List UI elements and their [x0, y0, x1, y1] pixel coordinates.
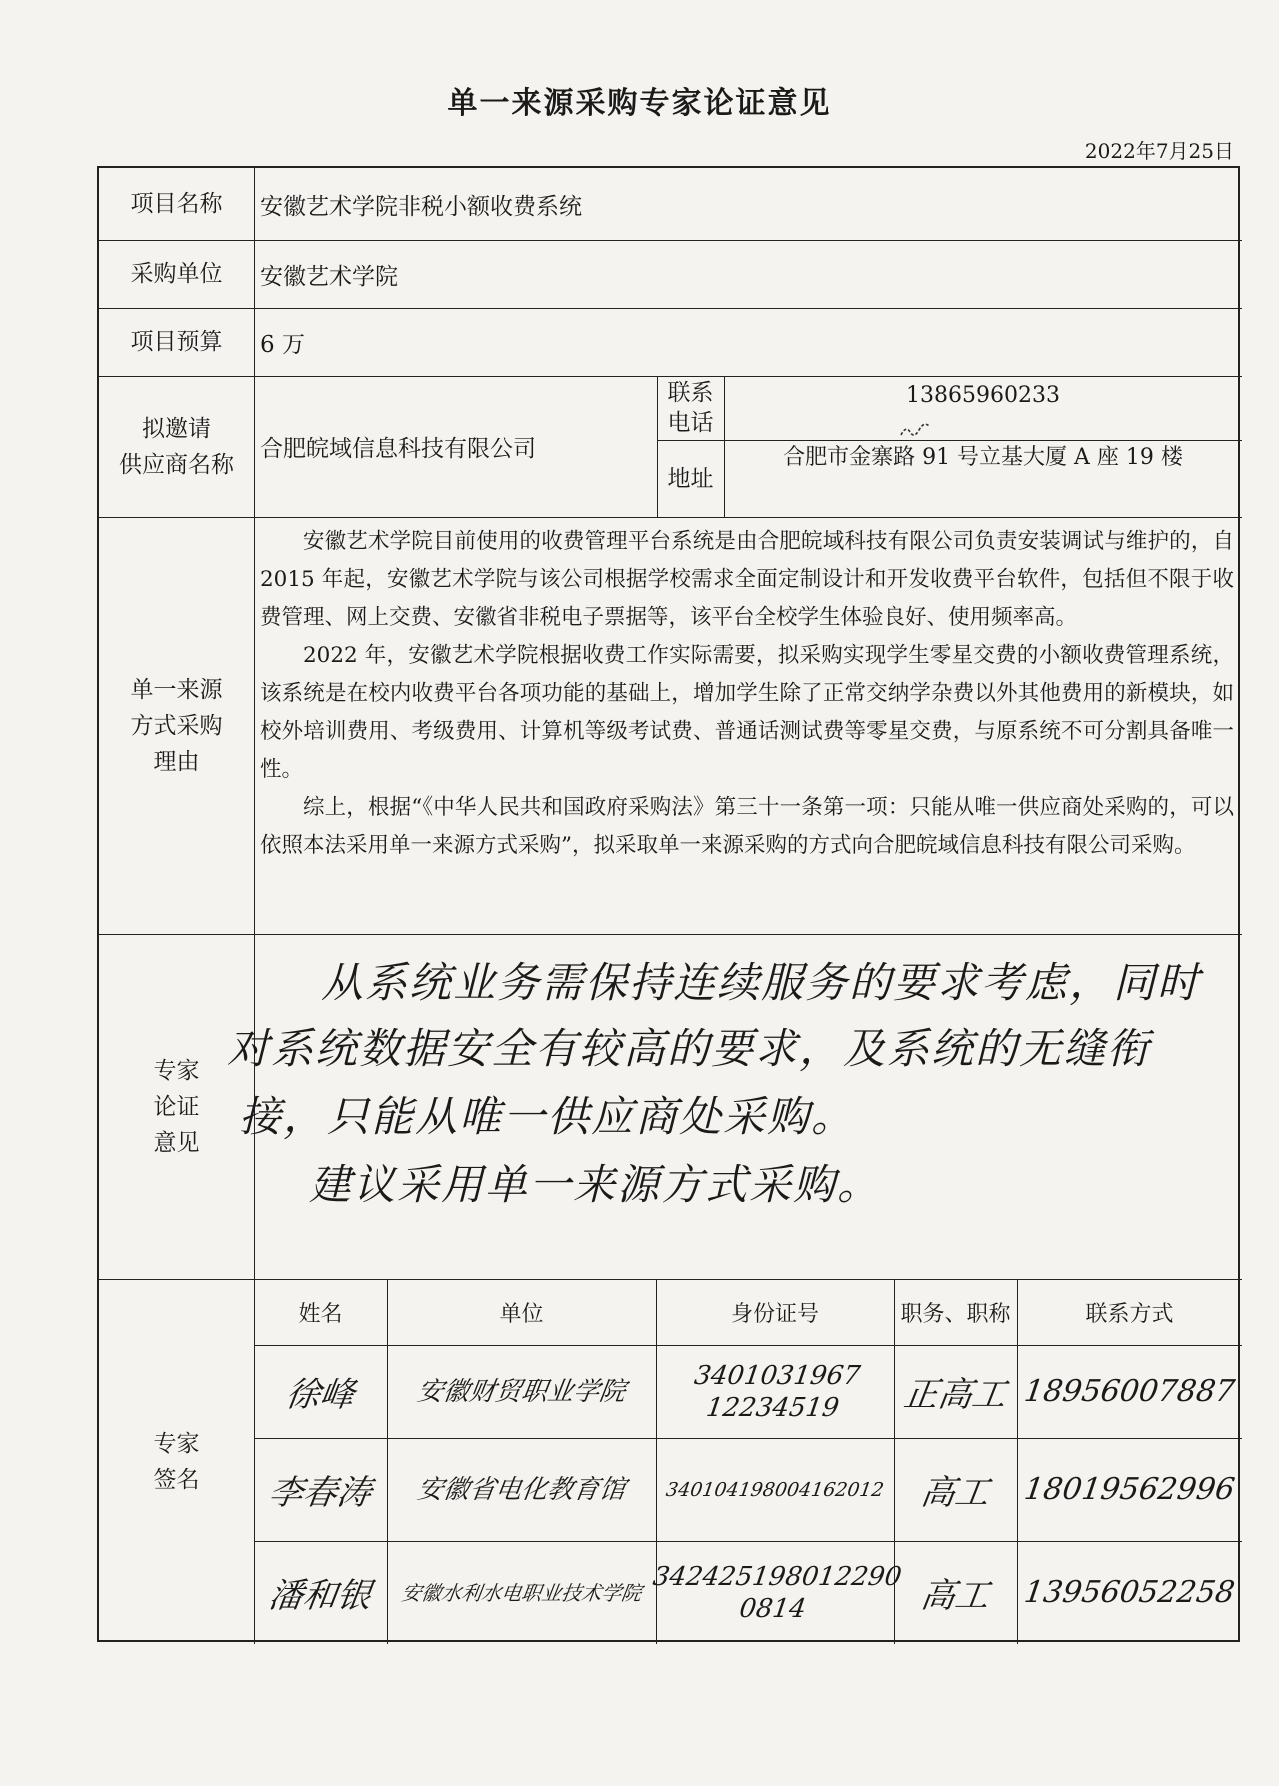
signer-phone: 18019562996: [1022, 1472, 1237, 1507]
pen-mark-icon: [900, 423, 930, 437]
opinion-handwritten-line: 对系统数据安全有较高的要求，及系统的无缝衔: [227, 1024, 1152, 1073]
opinion-handwritten-line: 建议采用单一来源方式采购。: [309, 1160, 882, 1209]
document-date: 2022年7月25日: [1084, 139, 1234, 163]
reason-text: [260, 523, 1234, 865]
reason-label-line: 方式采购: [130, 712, 223, 739]
signer-title: 正高工: [901, 1375, 1009, 1415]
purchaser-label: 采购单位: [130, 261, 223, 287]
signer-name: 潘和银: [266, 1576, 374, 1616]
header-title: 职务、职称: [900, 1301, 1011, 1327]
header-name: 姓名: [298, 1301, 343, 1327]
supplier-label-line: 拟邀请: [142, 415, 211, 442]
row-divider: [99, 934, 1242, 935]
opinion-label: [99, 934, 254, 1279]
signer-phone: 18956007887: [1022, 1374, 1237, 1409]
opinion-label-line: 专家: [153, 1057, 200, 1084]
reason-paragraph: 综上，根据“《中华人民共和国政府采购法》第三十一条第一项：只能从唯一供应商处采购的，可以依照本法采用单一来源方式采购”，拟采取单一来源采购的方式向合肥皖域信息科技有限公司采购。: [260, 795, 1234, 858]
signer-unit: 安徽省电化教育馆: [415, 1474, 628, 1505]
reason-label-line: 单一来源: [130, 676, 223, 703]
row-divider: [99, 517, 1242, 518]
opinion-label-line: 意见: [153, 1129, 200, 1156]
signer-id: [649, 1541, 904, 1644]
signer-name: 李春涛: [266, 1473, 374, 1513]
signer-id: [649, 1345, 900, 1438]
signature-label-line: 专家: [153, 1430, 200, 1457]
signer-title: 高工: [918, 1473, 992, 1513]
supplier-value: 合肥皖域信息科技有限公司: [260, 436, 536, 462]
supplier-label-line: 供应商名称: [119, 451, 234, 478]
header-unit: 单位: [499, 1301, 544, 1327]
reason-label: [99, 517, 254, 934]
signer-id-line: 12234519: [704, 1392, 842, 1423]
phone-value: 13865960233: [906, 383, 1060, 408]
address-label: 地址: [667, 465, 714, 492]
expert-opinion-form: [97, 166, 1240, 1642]
signer-name: 徐峰: [283, 1375, 357, 1415]
reason-label-line: 理由: [153, 748, 200, 775]
phone-label-line: 联系: [667, 380, 714, 406]
address-value: 合肥市金寨路 91 号立基大厦 A 座 19 楼: [783, 445, 1183, 470]
budget-value: 6 万: [260, 331, 305, 358]
signer-id-line: 0814: [737, 1593, 808, 1624]
signer-unit: 安徽财贸职业学院: [415, 1376, 628, 1407]
opinion-label-line: 论证: [153, 1093, 200, 1120]
opinion-handwritten-line: 从系统业务需保持连续服务的要求考虑，同时: [321, 958, 1202, 1007]
signer-phone: 13956052258: [1022, 1575, 1237, 1610]
signer-id: 340104198004162012: [664, 1478, 886, 1501]
signer-id-line: 3401031967: [692, 1360, 863, 1391]
header-contact: 联系方式: [1085, 1301, 1174, 1327]
header-id-number: 身份证号: [730, 1301, 819, 1327]
signer-unit: 安徽水利水电职业技术学院: [399, 1580, 644, 1605]
supplier-label: [99, 376, 254, 517]
opinion-handwritten-line: 接，只能从唯一供应商处采购。: [239, 1092, 856, 1141]
purchaser-value: 安徽艺术学院: [260, 263, 398, 290]
phone-label: [657, 376, 724, 440]
page-title: 单一来源采购专家论证意见: [447, 86, 832, 121]
reason-paragraph: 2022 年，安徽艺术学院根据收费工作实际需要，拟采购实现学生零星交费的小额收费管理系统，该系统是在校内收费平台各项功能的基础上，增加学生除了正常交纳学杂费以外其他费用的新模块，如校外培训费用、考级费用、计算机等级考试费、普通话测试费等零星交费，与原系统不可分割具备唯一性。: [260, 643, 1234, 782]
project-name-value: 安徽艺术学院非税小额收费系统: [260, 193, 582, 220]
signer-title: 高工: [918, 1576, 992, 1616]
signature-label-line: 签名: [153, 1466, 200, 1493]
reason-paragraph: 安徽艺术学院目前使用的收费管理平台系统是由合肥皖域科技有限公司负责安装调试与维护的，自 2015 年起，安徽艺术学院与该公司根据学校需求全面定制设计和开发收费平台软件，包括但不限于收费管理、网上交费、安徽省非税电子票据等，该平台全校学生体验良好、使用频率高。: [260, 529, 1234, 630]
phone-label-line: 电话: [667, 410, 714, 436]
signature-label: [99, 1279, 254, 1644]
budget-label: 项目预算: [130, 329, 223, 355]
project-name-label: 项目名称: [130, 191, 223, 217]
signer-id-line: 342425198012290: [651, 1561, 904, 1592]
